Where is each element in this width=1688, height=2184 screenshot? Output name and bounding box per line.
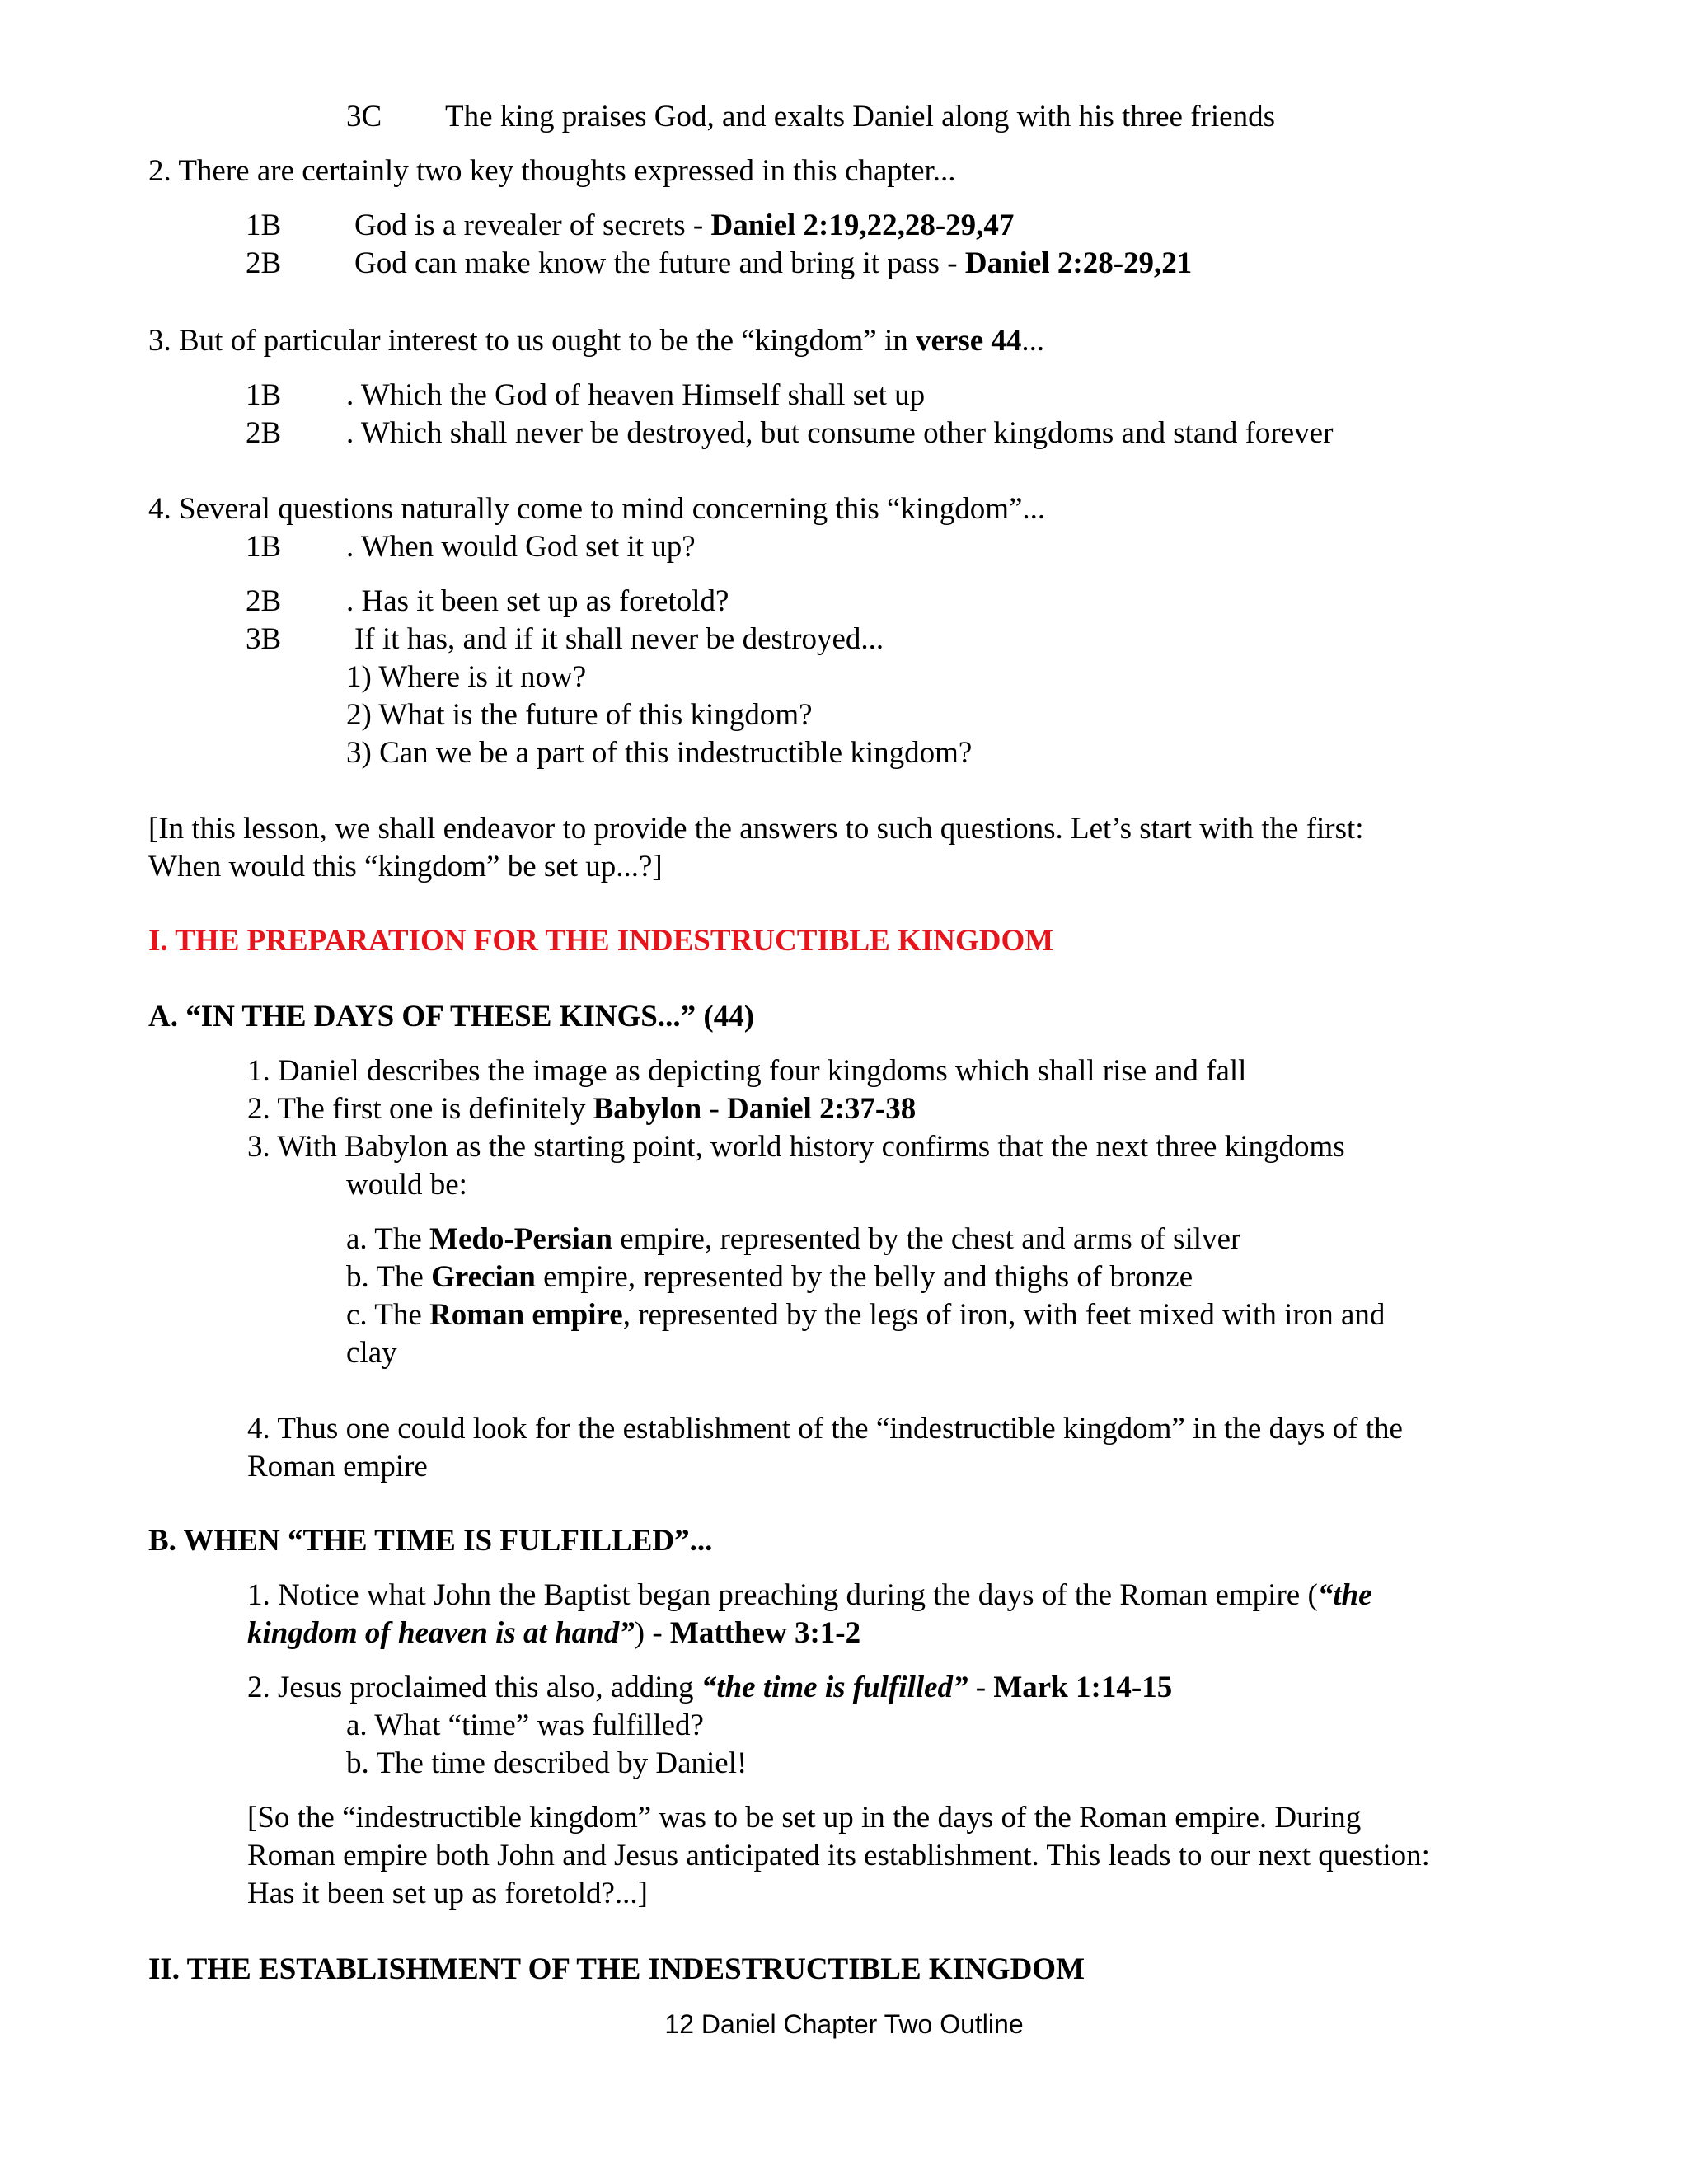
outline-item-3c — [346, 99, 1275, 135]
point-a1: 1. Daniel describes the image as depicting four kingdoms which shall rise and fall — [247, 1054, 1247, 1088]
scripture-ref: Daniel 2:19,22,28-29,47 — [710, 209, 1015, 242]
question-2: 2) What is the future of this kingdom? — [346, 698, 813, 732]
outline-marker: 3C — [346, 100, 382, 134]
outline-text: . Which the God of heaven Himself shall set up — [346, 378, 926, 412]
outline-marker: 3B — [246, 622, 282, 656]
scripture-ref: Mark 1:14-15 — [993, 1671, 1173, 1704]
verse-ref: verse 44 — [915, 324, 1022, 358]
point-a2: 2. The first one is definitely Babylon - Daniel 2:37-38 — [247, 1092, 917, 1126]
subpoint-a: a. What “time” was fulfilled? — [346, 1708, 704, 1742]
outline-marker: 1B — [246, 530, 282, 564]
point-a3-continued: would be: — [346, 1168, 467, 1202]
point-2: 2. There are certainly two key thoughts expressed in this chapter... — [148, 154, 956, 188]
outline-item-2b — [246, 415, 1334, 452]
outline-text: The king praises God, and exalts Daniel along with his three friends — [445, 100, 1275, 134]
outline-marker: 2B — [246, 584, 282, 618]
subpoint-c-continued: clay — [346, 1336, 397, 1370]
kingdom-name: Babylon — [593, 1092, 702, 1126]
scripture-ref: Daniel 2:37-38 — [727, 1092, 917, 1126]
outline-text: . Has it been set up as foretold? — [346, 584, 729, 618]
outline-text: God can make know the future and bring it pass - Daniel 2:28-29,21 — [354, 246, 1193, 280]
subpoint-a: a. The Medo-Persian empire, represented by the chest and arms of silver — [346, 1222, 1241, 1256]
outline-marker: 1B — [246, 378, 282, 412]
outline-text: . When would God set it up? — [346, 530, 696, 564]
outline-item-2b — [246, 246, 1193, 282]
section-heading-ii: II. THE ESTABLISHMENT OF THE INDESTRUCTIBLE KINGDOM — [148, 1952, 1085, 1986]
subpoint-b: b. The Grecian empire, represented by the belly and thighs of bronze — [346, 1260, 1193, 1294]
kingdom-name: Grecian — [431, 1260, 536, 1294]
point-4: 4. Several questions naturally come to mind concerning this “kingdom”... — [148, 492, 1046, 526]
kingdom-name: Medo-Persian — [429, 1222, 612, 1256]
section-heading-i: I. THE PREPARATION FOR THE INDESTRUCTIBLE KINGDOM — [148, 924, 1054, 958]
quote: kingdom of heaven is at hand” — [247, 1616, 635, 1650]
quote: “the time is fulfilled” — [701, 1671, 968, 1704]
subpoint-b: b. The time described by Daniel! — [346, 1746, 748, 1780]
scripture-ref: Matthew 3:1-2 — [669, 1616, 861, 1650]
outline-item-1b — [246, 377, 926, 414]
point-b2: 2. Jesus proclaimed this also, adding “the time is fulfilled” - Mark 1:14-15 — [247, 1671, 1173, 1704]
subheading-b: B. WHEN “THE TIME IS FULFILLED”... — [148, 1524, 713, 1558]
point-a3: 3. With Babylon as the starting point, world history confirms that the next three kingdoms — [247, 1130, 1345, 1164]
outline-marker: 2B — [246, 246, 282, 280]
outline-marker: 1B — [246, 209, 282, 242]
point-3: 3. But of particular interest to us ought to be the “kingdom” in verse 44... — [148, 324, 1045, 358]
question-1: 1) Where is it now? — [346, 660, 587, 694]
point-b1: 1. Notice what John the Baptist began preaching during the days of the Roman empire (“the — [247, 1578, 1372, 1612]
point-b1-continued: kingdom of heaven is at hand”) - Matthew 3:1-2 — [247, 1616, 861, 1650]
transition-note: When would this “kingdom” be set up...?] — [148, 850, 663, 883]
point-a4-continued: Roman empire — [247, 1450, 428, 1483]
scripture-ref: Daniel 2:28-29,21 — [964, 246, 1193, 280]
transition-note: Has it been set up as foretold?...] — [247, 1877, 648, 1910]
outline-text: God is a revealer of secrets - Daniel 2:19,22,28-29,47 — [354, 209, 1015, 242]
transition-note: Roman empire both John and Jesus anticipated its establishment. This leads to our next question: — [247, 1839, 1430, 1872]
point-a4: 4. Thus one could look for the establishment of the “indestructible kingdom” in the days of the — [247, 1412, 1403, 1446]
transition-note: [So the “indestructible kingdom” was to be set up in the days of the Roman empire. During — [247, 1801, 1362, 1835]
subheading-a: A. “IN THE DAYS OF THESE KINGS...” (44) — [148, 1000, 755, 1033]
outline-marker: 2B — [246, 416, 282, 450]
outline-text: . Which shall never be destroyed, but consume other kingdoms and stand forever — [346, 416, 1334, 450]
quote: “the — [1317, 1578, 1372, 1612]
outline-text: If it has, and if it shall never be destroyed... — [354, 622, 884, 656]
outline-item-3b — [246, 621, 884, 658]
page-footer: 12 Daniel Chapter Two Outline — [664, 2009, 1024, 2039]
outline-item-2b — [246, 583, 729, 620]
transition-note: [In this lesson, we shall endeavor to provide the answers to such questions. Let’s start with the first: — [148, 812, 1364, 846]
question-3: 3) Can we be a part of this indestructible kingdom? — [346, 736, 973, 770]
kingdom-name: Roman empire — [429, 1298, 623, 1332]
outline-item-1b — [246, 529, 696, 565]
subpoint-c: c. The Roman empire, represented by the legs of iron, with feet mixed with iron and — [346, 1298, 1386, 1332]
outline-item-1b — [246, 208, 1015, 244]
